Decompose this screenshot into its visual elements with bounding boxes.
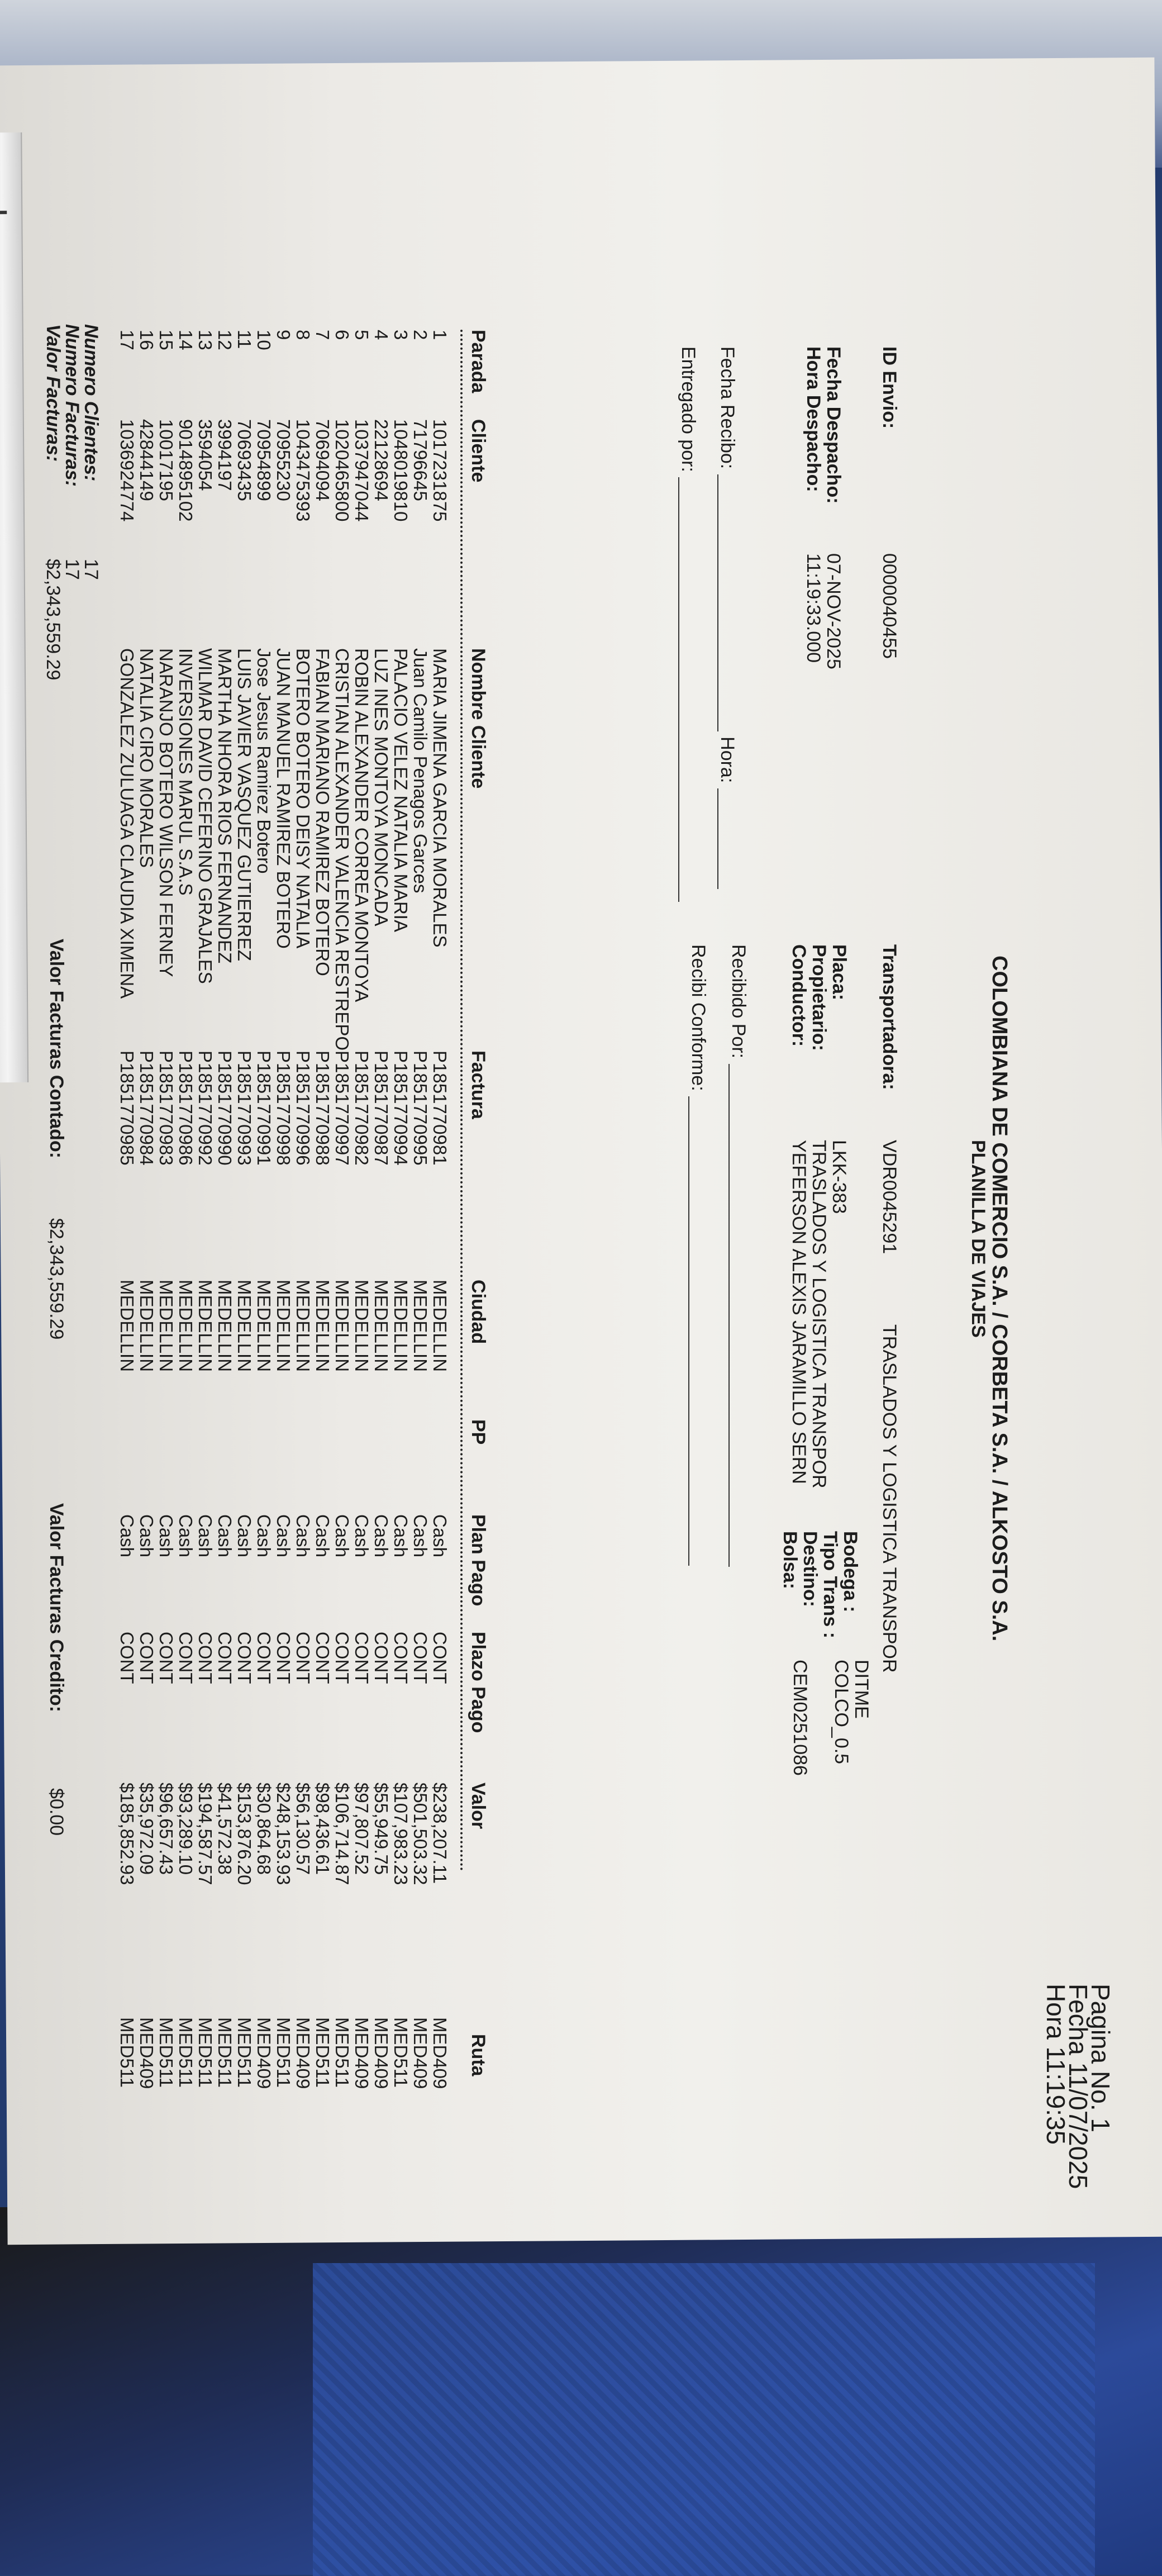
table-cell: CONT	[430, 1632, 450, 1684]
table-cell: NATALIA CIRO MORALES	[136, 648, 157, 868]
hora-despacho-label: Hora Despacho:	[803, 346, 824, 492]
table-cell: MED511	[390, 2017, 411, 2088]
table-cell: Cash	[117, 1514, 137, 1558]
table-cell: 12	[215, 330, 235, 350]
table-cell: P1851770993	[234, 1051, 255, 1166]
table-cell: MED409	[410, 2017, 431, 2089]
print-time: Hora 11:19:35	[1041, 1984, 1070, 2145]
table-cell: Cash	[293, 1514, 313, 1558]
table-cell: 1043475393	[293, 419, 313, 522]
recibido-row	[728, 944, 749, 1567]
table-cell: 22128694	[371, 419, 392, 501]
table-cell: 5	[351, 330, 372, 340]
table-cell: 70693435	[234, 419, 255, 501]
table-cell: MEDELLIN	[215, 1280, 235, 1372]
table-cell: LUIS JAVIER VASQUEZ GUTIERREZ	[234, 648, 255, 961]
table-cell: MED511	[332, 2017, 353, 2088]
col-factura	[117, 1051, 450, 1166]
col-nombre	[117, 648, 450, 1051]
credito-value: $0.00	[46, 1788, 67, 1836]
table-cell: 14	[175, 330, 196, 350]
fecha-despacho-label: Fecha Despacho:	[823, 346, 844, 504]
num-facturas-value: 17	[61, 559, 83, 580]
num-clientes-label: Numero Clientes:	[80, 324, 102, 482]
table-cell: P1851770997	[332, 1051, 353, 1166]
table-cell: Cash	[390, 1514, 411, 1558]
print-date: Fecha 11/07/2025	[1064, 1984, 1093, 2189]
table-cell: MED409	[254, 2017, 274, 2089]
contado-label: Valor Facturas Contado:	[46, 939, 67, 1158]
table-cell: P1851770996	[293, 1051, 313, 1166]
table-cell: MED409	[136, 2017, 157, 2089]
table-cell: MEDELLIN	[371, 1280, 392, 1372]
table-cell: Juan Camilo Penagos Garces	[410, 648, 431, 893]
table-cell: MEDELLIN	[175, 1280, 196, 1372]
num-clientes-value: 17	[80, 559, 102, 580]
table-cell: Cash	[371, 1514, 392, 1558]
table-cell: $41,572.38	[215, 1783, 235, 1875]
table-cell: 70694094	[312, 419, 333, 501]
table-cell: MED511	[312, 2017, 333, 2088]
table-cell: 9	[273, 330, 294, 340]
table-cell: $106,714.87	[332, 1783, 353, 1885]
table-cell: P1851770991	[254, 1051, 274, 1166]
table-cell: 1037947044	[351, 419, 372, 522]
propietario-label: Propietario:	[808, 944, 830, 1051]
placa-label: Placa:	[828, 944, 850, 1001]
col-header-parada: Parada	[468, 330, 489, 393]
header-divider	[460, 330, 463, 1872]
table-cell: Cash	[312, 1514, 333, 1558]
entregado-label: Entregado por:	[678, 346, 699, 472]
table-cell: 11	[234, 330, 255, 349]
table-cell: CONT	[332, 1632, 353, 1684]
table-cell: P1851770987	[371, 1051, 392, 1166]
table-cell: CONT	[371, 1632, 392, 1684]
col-parada	[117, 330, 450, 350]
col-header-nombre: Nombre Cliente	[468, 648, 489, 789]
table-cell: $97,807.52	[351, 1783, 372, 1875]
table-cell: MED511	[156, 2017, 177, 2088]
table-cell: WILMAR DAVID CEFERINO GRAJALES	[195, 648, 216, 984]
table-cell: MED511	[273, 2017, 294, 2088]
photo-background-cloth	[313, 2263, 1095, 2576]
table-cell: MEDELLIN	[273, 1280, 294, 1372]
col-plazo-pago	[117, 1632, 450, 1684]
col-ruta	[117, 2017, 450, 2089]
table-cell: 15	[156, 330, 177, 350]
table-cell: P1851770995	[410, 1051, 431, 1166]
col-header-valor: Valor	[468, 1783, 489, 1829]
table-cell: P1851770988	[312, 1051, 333, 1166]
totals-values	[44, 559, 101, 680]
table-cell: 13	[195, 330, 216, 350]
table-cell: P1851770994	[390, 1051, 411, 1166]
table-cell: 16	[136, 330, 157, 350]
table-cell: MEDELLIN	[156, 1280, 177, 1372]
table-cell: BOTERO BOTERO DEISY NATALIA	[293, 648, 313, 949]
fecha-recibo-label: Fecha Recibo:	[717, 346, 738, 469]
id-envio-value: 0000040455	[879, 553, 900, 659]
table-cell: CONT	[254, 1632, 274, 1684]
table-cell: 42844149	[136, 419, 157, 501]
table-cell: CONT	[195, 1632, 216, 1684]
table-cell: $185,852.93	[117, 1783, 137, 1885]
propietario-value: TRASLADOS Y LOGISTICA TRANSPOR	[808, 1140, 830, 1489]
table-cell: Jose Jesus Ramirez Botero	[254, 648, 274, 874]
table-cell: Cash	[254, 1514, 274, 1558]
table-cell: 1036924774	[117, 419, 137, 522]
table-cell: MED511	[117, 2017, 137, 2088]
recibido-label: Recibido Por:	[728, 944, 749, 1059]
bodega-label: Bodega :	[840, 1531, 861, 1613]
recibido-line	[728, 1064, 745, 1567]
col-header-ciudad: Ciudad	[468, 1280, 489, 1344]
table-cell: $30,864.68	[254, 1783, 274, 1875]
entregado-row	[678, 346, 698, 902]
table-cell: INVERSIONES MARUL S.A.S	[175, 648, 196, 896]
col-cliente	[117, 419, 450, 522]
table-cell: MED409	[293, 2017, 313, 2089]
company-title: COLOMBIANA DE COMERCIO S.A. / CORBETA S.A. / ALKOSTO S.A.	[988, 956, 1011, 1642]
table-cell: 1017231875	[430, 419, 450, 522]
table-cell: 1048019810	[390, 419, 411, 522]
table-cell: $238,207.11	[430, 1783, 450, 1884]
table-cell: P1851770981	[430, 1051, 450, 1166]
table-cell: 10	[254, 330, 274, 350]
table-cell: MEDELLIN	[390, 1280, 411, 1372]
table-cell: 1	[430, 330, 450, 340]
num-facturas-label: Numero Facturas:	[61, 324, 83, 487]
table-cell: ROBIN ALEXANDER CORREA MONTOYA	[351, 648, 372, 1002]
id-envio-label: ID Envio:	[879, 346, 900, 429]
transportadora-label: Transportadora:	[879, 944, 900, 1090]
table-cell: MEDELLIN	[332, 1280, 353, 1372]
recibi-row	[688, 944, 708, 1566]
table-cell: 71796645	[410, 419, 431, 501]
table-cell: MEDELLIN	[254, 1280, 274, 1372]
table-cell: JUAN MANUEL RAMIREZ BOTERO	[273, 648, 294, 949]
binder-strip	[0, 132, 28, 1082]
table-cell: 6	[332, 330, 353, 340]
table-cell: Cash	[215, 1514, 235, 1558]
table-cell: MED511	[234, 2017, 255, 2088]
table-cell: Cash	[195, 1514, 216, 1558]
table-cell: MED409	[371, 2017, 392, 2089]
table-cell: CONT	[136, 1632, 157, 1684]
table-cell: CONT	[156, 1632, 177, 1684]
table-cell: FABIAN MARIANO RAMIREZ BOTERO	[312, 648, 333, 976]
credito-label: Valor Facturas Credito:	[46, 1503, 67, 1713]
col-plan-pago	[117, 1514, 450, 1557]
table-cell: 10017195	[156, 419, 177, 501]
table-cell: NARANJO BOTERO WILSON FERNEY	[156, 648, 177, 977]
table-cell: MEDELLIN	[195, 1280, 216, 1372]
table-cell: Cash	[430, 1514, 450, 1558]
table-cell: P1851770990	[215, 1051, 235, 1166]
table-cell: 1020465800	[332, 419, 353, 522]
placa-value: LKK-383	[828, 1140, 850, 1214]
table-cell: MEDELLIN	[430, 1280, 450, 1372]
table-cell: $501,503.32	[410, 1783, 431, 1885]
hora-line	[717, 788, 734, 889]
table-cell: 17	[117, 330, 137, 350]
page-number: Pagina No. 1	[1086, 1984, 1115, 2132]
table-cell: P1851770983	[156, 1051, 177, 1166]
col-valor	[117, 1783, 450, 1885]
table-cell: Cash	[136, 1514, 157, 1558]
col-header-cliente: Cliente	[468, 419, 489, 483]
table-cell: P1851770992	[195, 1051, 216, 1166]
table-cell: 70954899	[254, 419, 274, 501]
table-cell: CONT	[293, 1632, 313, 1684]
col-header-pp: PP	[468, 1419, 489, 1445]
table-cell: CONT	[410, 1632, 431, 1684]
table-cell: MED511	[215, 2017, 235, 2088]
table-cell: $98,436.61	[312, 1783, 333, 1875]
table-cell: Cash	[351, 1514, 372, 1558]
col-ciudad	[117, 1280, 450, 1372]
contado-value: $2,343,559.29	[46, 1218, 67, 1340]
table-cell: CRISTIAN ALEXANDER VALENCIA RESTREPO	[332, 648, 353, 1051]
table-cell: CONT	[234, 1632, 255, 1684]
table-cell: MED511	[195, 2017, 216, 2088]
hora-label: Hora:	[717, 736, 738, 783]
table-cell: 4	[371, 330, 392, 340]
table-cell: MEDELLIN	[410, 1280, 431, 1372]
table-cell: Cash	[273, 1514, 294, 1558]
totals-labels	[44, 324, 101, 487]
table-cell: CONT	[175, 1632, 196, 1684]
table-cell: CONT	[117, 1632, 137, 1684]
destino-label: Destino:	[799, 1531, 821, 1607]
table-cell: $107,983.23	[390, 1783, 411, 1885]
table-cell: $93,289.10	[175, 1783, 196, 1875]
recibi-label: Recibi Conforme:	[688, 944, 709, 1091]
col-header-plan-pago: Plan Pago	[468, 1514, 489, 1607]
transportadora-name: TRASLADOS Y LOGISTICA TRANSPOR	[879, 1324, 900, 1673]
table-cell: $55,949.75	[371, 1783, 392, 1875]
document-subtitle: PLANILLA DE VIAJES	[968, 1140, 989, 1338]
valor-facturas-value: $2,343,559.29	[42, 559, 64, 681]
table-cell: $248,153.93	[273, 1783, 294, 1885]
table-cell: CONT	[312, 1632, 333, 1684]
hora-despacho-value: 11:19:33.000	[803, 553, 824, 663]
table-cell: GONZALEZ ZULUAGA CLAUDIA XIMENA	[117, 648, 137, 999]
table-cell: CONT	[351, 1632, 372, 1684]
tipo-trans-value: COLCO_0.5	[831, 1660, 852, 1765]
table-cell: MED409	[430, 2017, 450, 2089]
table-cell: MEDELLIN	[117, 1280, 137, 1372]
bolsa-label: Bolsa:	[779, 1531, 801, 1589]
valor-facturas-label: Valor Facturas:	[42, 324, 64, 462]
table-cell: Cash	[410, 1514, 431, 1558]
entregado-line	[678, 477, 695, 902]
transportadora-code: VDR0045291	[879, 1140, 900, 1254]
table-cell: MARIA JIMENA GARCIA MORALES	[430, 648, 450, 948]
table-cell: 2	[410, 330, 431, 340]
table-cell: Cash	[175, 1514, 196, 1558]
table-cell: Cash	[156, 1514, 177, 1558]
table-cell: MEDELLIN	[234, 1280, 255, 1372]
binder-clip	[0, 211, 7, 236]
fecha-despacho-value: 07-NOV-2025	[823, 553, 844, 669]
table-cell: 3	[390, 330, 411, 340]
table-cell: P1851770982	[351, 1051, 372, 1166]
table-cell: MEDELLIN	[136, 1280, 157, 1372]
table-cell: MARTHA NHORA RIOS FERNANDEZ	[215, 648, 235, 964]
conductor-value: YEFERSON ALEXIS JARAMILLO SERN	[788, 1140, 809, 1484]
table-cell: P1851770998	[273, 1051, 294, 1166]
table-cell: MEDELLIN	[351, 1280, 372, 1372]
table-cell: 8	[293, 330, 313, 340]
fecha-recibo-line	[717, 474, 734, 731]
table-cell: MEDELLIN	[293, 1280, 313, 1372]
table-cell: 3594054	[195, 419, 216, 491]
recibi-line	[688, 1096, 705, 1566]
table-cell: Cash	[332, 1514, 353, 1558]
table-cell: $35,972.09	[136, 1783, 157, 1875]
table-cell: $153,876.20	[234, 1783, 255, 1885]
planilla-document	[34, 313, 1140, 2280]
table-cell: $194,587.57	[195, 1783, 216, 1885]
table-cell: MED409	[351, 2017, 372, 2089]
conductor-label: Conductor:	[788, 944, 809, 1047]
bodega-value: DITME	[851, 1660, 872, 1719]
table-cell: $96,657.43	[156, 1783, 177, 1875]
table-cell: MED511	[175, 2017, 196, 2088]
tipo-trans-label: Tipo Trans :	[820, 1531, 841, 1639]
col-header-ruta: Ruta	[468, 2034, 489, 2076]
table-cell: P1851770986	[175, 1051, 196, 1166]
page-info	[1041, 1984, 1115, 2189]
table-cell: P1851770985	[117, 1051, 137, 1166]
table-cell: CONT	[215, 1632, 235, 1684]
fecha-recibo-row	[717, 346, 737, 889]
table-cell: 7	[312, 330, 333, 340]
table-cell: CONT	[390, 1632, 411, 1684]
table-cell: Cash	[234, 1514, 255, 1558]
col-header-factura: Factura	[468, 1051, 489, 1119]
table-cell: P1851770984	[136, 1051, 157, 1166]
table-cell: MEDELLIN	[312, 1280, 333, 1372]
table-cell: CONT	[273, 1632, 294, 1684]
table-cell: 70955230	[273, 419, 294, 501]
bolsa-value: CEM0251086	[789, 1660, 811, 1776]
table-cell: 3994197	[215, 419, 235, 491]
table-cell: PALACIO VELEZ NATALIA MARIA	[390, 648, 411, 932]
table-cell: $56,130.57	[293, 1783, 313, 1875]
table-cell: 9014895102	[175, 419, 196, 522]
col-header-plazo-pago: Plazo Pago	[468, 1632, 489, 1733]
table-cell: LUZ INES MONTOYA MONCADA	[371, 648, 392, 926]
